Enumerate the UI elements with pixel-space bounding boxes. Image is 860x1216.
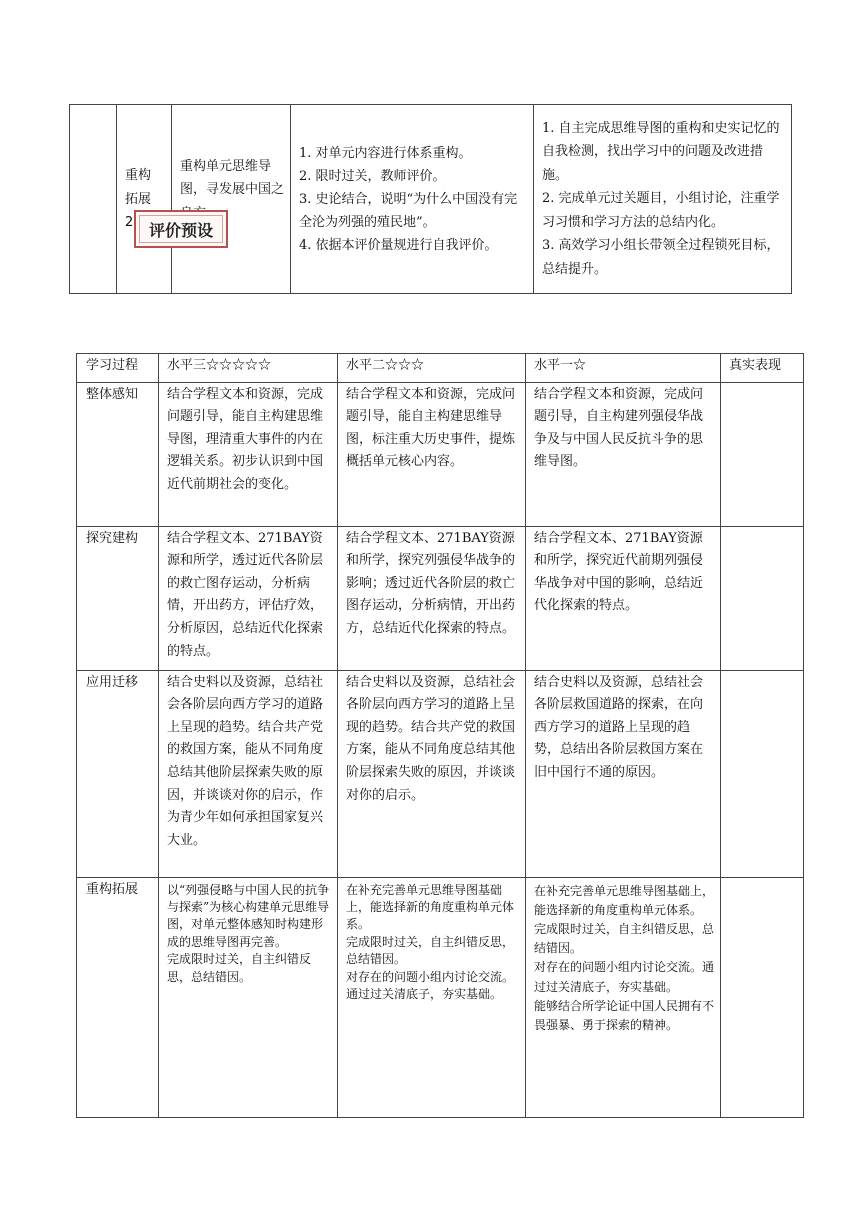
stage-cell: 应用迁移 — [77, 670, 159, 877]
level1-cell: 结合学程文本、271BAY资源和所学，探究近代前期列强侵华战争对中国的影响，总结近代化探索的特点。 — [526, 526, 721, 670]
multiline-text: 在补充完善单元思维导图基础上，能选择新的角度重构单元体系。 完成限时过关，自主纠错反思，总结错因。 对存在的问题小组内讨论交流。通过过关清底子，夯实基础。 能够结合所学论证中国人民拥有不畏强暴、勇于探索的精神。 — [534, 883, 715, 1033]
activity-item: 1. 对单元内容进行体系重构。 — [299, 145, 472, 161]
level3-cell: 结合学程文本、271BAY资源和所学，透过近代各阶层的救亡图存运动，分析病情，开出药方，评估疗效，分析原因，总结近代化探索的特点。 — [159, 526, 338, 670]
actual-performance-cell[interactable] — [721, 877, 804, 1117]
stage-cell: 探究建构 — [77, 526, 159, 670]
table-row — [77, 877, 804, 1117]
requirement-item: 2. 完成单元过关题目，小组讨论，注重学习习惯和学习方法的总结内化。 — [542, 191, 780, 230]
table-row — [70, 105, 792, 294]
header-cell: 水平二☆☆☆ — [338, 354, 526, 383]
table-row — [77, 670, 804, 877]
actual-performance-cell[interactable] — [721, 526, 804, 670]
stage-number: 2 — [125, 215, 134, 230]
requirements-cell — [534, 105, 792, 294]
header-cell: 水平一☆ — [526, 354, 721, 383]
task-cell — [172, 105, 291, 294]
stage-cell: 重构拓展 — [77, 877, 159, 1117]
activity-item: 2. 限时过关，教师评价。 — [299, 168, 446, 184]
blank-cell — [70, 105, 117, 294]
rubric-header-row — [77, 354, 804, 383]
multiline-text: 在补充完善单元思维导图基础上，能选择新的角度重构单元体系。 完成限时过关，自主纠错反思，总结错因。 对存在的问题小组内讨论交流。通过过关清底子，夯实基础。 — [346, 882, 515, 1002]
header-cell: 真实表现 — [721, 354, 804, 383]
level1-cell: 结合学程文本和资源，完成问题引导，自主构建列强侵华战争及与中国人民反抗斗争的思维导图。 — [526, 382, 721, 526]
evaluation-preset-stamp — [134, 210, 228, 248]
stage-cell: 整体感知 — [77, 382, 159, 526]
level1-cell: 结合史料以及资源，总结社会各阶层救国道路的探索，在向西方学习的道路上呈现的趋势，总结出各阶层救国方案在旧中国行不通的原因。 — [526, 670, 721, 877]
lesson-plan-table — [69, 104, 792, 294]
level2-cell: 结合学程文本和资源，完成问题引导，能自主构建思维导图，标注重大历史事件，提炼概括单元核心内容。 — [338, 382, 526, 526]
level3-cell — [159, 877, 338, 1117]
level3-cell: 结合学程文本和资源，完成问题引导，能自主构建思维导图，理清重大事件的内在逻辑关系。初步认识到中国近代前期社会的变化。 — [159, 382, 338, 526]
level1-cell — [526, 877, 721, 1117]
activity-item: 3. 史论结合，说明“为什么中国没有完全沦为列强的殖民地”。 — [299, 191, 518, 230]
stamp-label: 评价预设 — [148, 220, 213, 240]
level2-cell — [338, 877, 526, 1117]
actual-performance-cell[interactable] — [721, 382, 804, 526]
stage-label: 重构拓展 — [125, 168, 152, 207]
requirement-item: 1. 自主完成思维导图的重构和史实记忆的自我检测，找出学习中的问题及改进措施。 — [542, 121, 780, 183]
stage-cell — [117, 105, 172, 294]
header-cell: 学习过程 — [77, 354, 159, 383]
multiline-text: 以“列强侵略与中国人民的抗争与探索”为核心构建单元思维导图，对单元整体感知时构建形成的思维导图再完善。 完成限时过关，自主纠错反思，总结错因。 — [167, 882, 330, 984]
table-row — [77, 526, 804, 670]
level2-cell: 结合学程文本、271BAY资源和所学，探究列强侵华战争的影响；透过近代各阶层的救亡图存运动，分析病情，开出药方，总结近代化探索的特点。 — [338, 526, 526, 670]
level2-cell: 结合史料以及资源，总结社会各阶层向西方学习的道路上呈现的趋势。结合共产党的救国方案，能从不同角度总结其他阶层探索失败的原因，并谈谈对你的启示。 — [338, 670, 526, 877]
activities-cell — [291, 105, 534, 294]
task-text: 重构单元思维导图，寻发展中国之 — [180, 158, 285, 198]
actual-performance-cell[interactable] — [721, 670, 804, 877]
requirement-item: 3. 高效学习小组长带领全过程锁死目标，总结提升。 — [542, 238, 780, 277]
rubric-table — [76, 353, 804, 1118]
table-row — [77, 382, 804, 526]
level3-cell: 结合史料以及资源，总结社会各阶层向西方学习的道路上呈现的趋势。结合共产党的救国方案，能从不同角度总结其他阶层探索失败的原因，并谈谈对你的启示，作为青少年如何承担国家复兴大业。 — [159, 670, 338, 877]
activity-item: 4. 依据本评价量规进行自我评价。 — [299, 237, 498, 253]
header-cell: 水平三☆☆☆☆☆ — [159, 354, 338, 383]
